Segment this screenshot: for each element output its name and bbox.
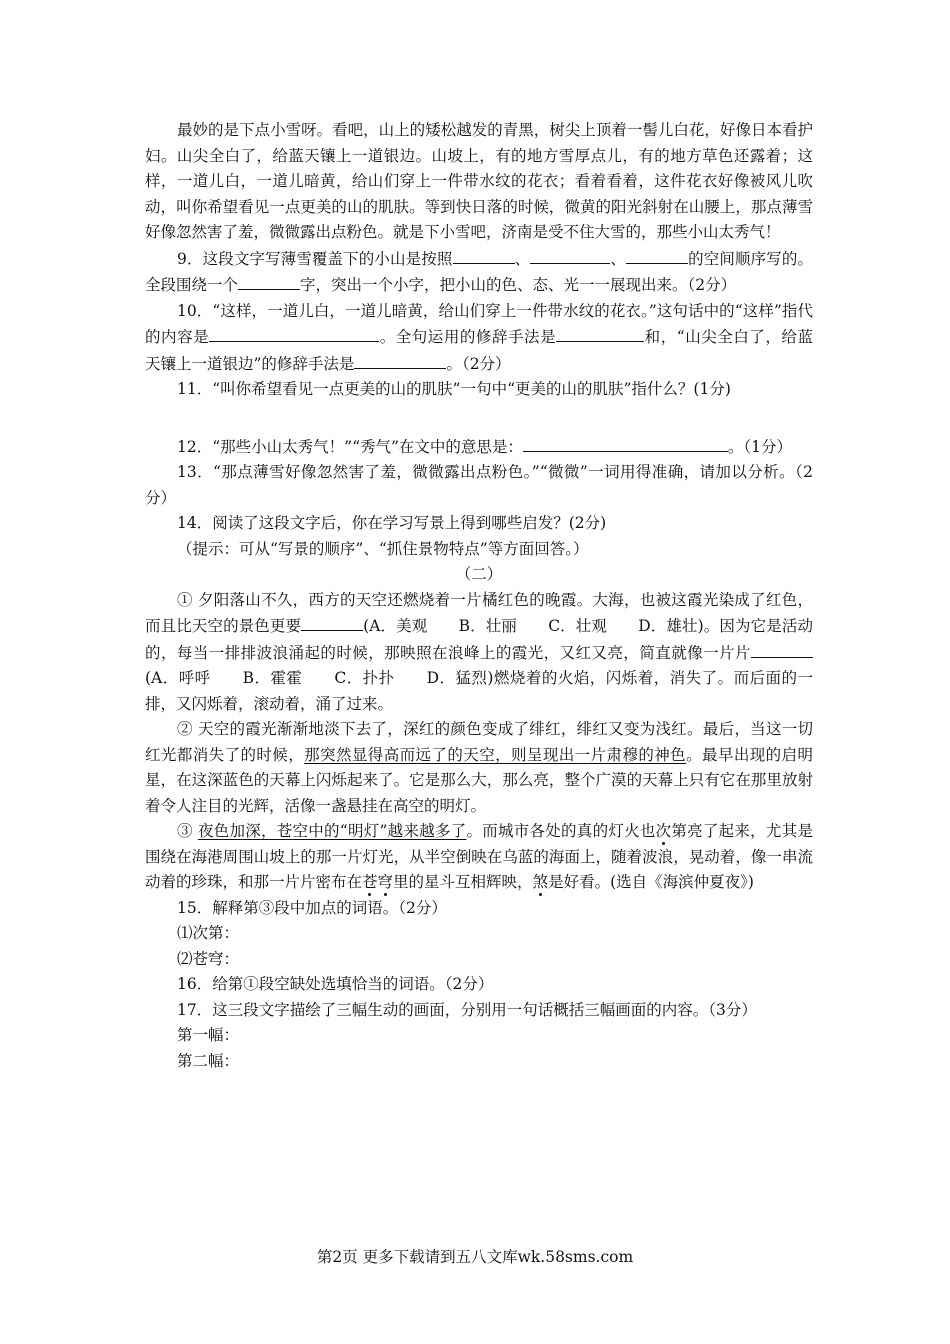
- answer-blank[interactable]: [556, 324, 644, 342]
- question-10: [145, 299, 813, 378]
- dotted-word: 次: [655, 822, 672, 840]
- p3-text: 是好看。(选自《海滨仲夏夜》): [548, 873, 754, 891]
- q9-text: 字，突出一个小字，把小山的色、态、光一一展现出来。（2分）: [300, 276, 737, 294]
- dotted-word: 煞: [532, 873, 549, 891]
- answer-blank[interactable]: [354, 351, 446, 369]
- q9-text: 9．这段文字写薄雪覆盖下的小山是按照: [177, 249, 453, 268]
- reading-paragraph-2: [145, 717, 813, 819]
- question-17-item-2: 第二幅：: [177, 1051, 240, 1070]
- section-title: （二）: [455, 565, 503, 583]
- p3-text: 。而城市各处的真的灯火也: [466, 822, 656, 840]
- answer-blank[interactable]: [626, 246, 688, 264]
- question-15-item-2: ⑵苍穹：: [177, 949, 240, 968]
- p3-text: 第亮了起来，尤其是围绕在海港周围山坡上的那一片灯光，从半空倒映在乌蓝的海面上，随着波浪，晃动着，像一串流动着的珍珠，和那一片片密布在: [145, 822, 813, 891]
- p3-text: 里的星斗互相辉映，: [393, 873, 533, 891]
- q10-text: 。（2分）: [446, 354, 511, 373]
- q9-separator: 、: [514, 249, 531, 268]
- answer-blank[interactable]: [238, 272, 300, 290]
- q12-text: 。（1分）: [727, 437, 793, 456]
- q10-text: 10．“这样，一道儿白，一道儿暗黄，给山们穿上一件带水纹的花衣。”这句话中的“这样”指代的内容是: [145, 301, 813, 346]
- q9-text: 的空间顺序写的。全段围绕一个: [145, 249, 813, 294]
- question-14: 14．阅读了这段文字后，你在学习写景上得到哪些启发？(2分): [177, 514, 607, 532]
- answer-space[interactable]: [145, 403, 813, 434]
- p2-text: 。最早出现的启明星，在这深蓝色的天幕上闪烁起来了。它是那么大，那么亮，整个广漠的天幕上只有它在那里放射着令人注目的光辉，活像一盏悬挂在高空的明灯。: [145, 745, 813, 815]
- dotted-word: 穹: [377, 873, 394, 891]
- p2-text: ② 天空的霞光渐渐地淡下去了，深红的颜色变成了绯红，绯红又变为浅红。最后，当这一切红光都消失了的时候，: [145, 720, 813, 764]
- question-17-item-1: 第一幅：: [177, 1026, 240, 1044]
- p3-text: ③: [177, 822, 198, 840]
- underlined-sentence: 夜色加深，苍空中的“明灯”越来越多了: [197, 822, 467, 840]
- answer-blank[interactable]: [751, 640, 813, 658]
- question-11: 11．“叫你希望看见一点更美的山的肌肤”一句中“更美的山的肌肤”指什么？(1分): [177, 380, 731, 398]
- question-12: [145, 434, 813, 461]
- reading-paragraph-1: [145, 588, 813, 718]
- question-17: 17．这三段文字描绘了三幅生动的画面，分别用一句话概括三幅画面的内容。（3分）: [177, 1000, 757, 1019]
- answer-blank[interactable]: [301, 613, 363, 631]
- question-9: [145, 246, 813, 299]
- passage-paragraph: 最妙的是下点小雪呀。看吧，山上的矮松越发的青黑，树尖上顶着一髻儿白花，好像日本看护妇。山尖全白了，给蓝天镶上一道银边。山坡上，有的地方雪厚点儿，有的地方草色还露着；这样，一道儿白，一道儿暗黄，给山们穿上一件带水纹的花衣；看着看着，这件花衣好像被风儿吹动，叫你希望看见一点更美的山的肌肤。等到快日落的时候，微黄的阳光斜射在山腰上，那点薄雪好像忽然害了羞，微微露出点粉色。就是下小雪吧，济南是受不住大雪的，那些小山太秀气！: [145, 121, 813, 241]
- q10-text: 和，“山尖全白了，给蓝天镶上一道银边”的修辞手法是: [145, 328, 813, 373]
- question-15: 15．解释第③段中加点的词语。（2分）: [177, 898, 447, 917]
- question-13: 13．“那点薄雪好像忽然害了羞，微微露出点粉色。”“微微”一词用得准确，请加以分析。（2分）: [145, 463, 813, 507]
- reading-paragraph-3: [145, 819, 813, 896]
- q12-text: 12．“那些小山太秀气！”“秀气”在文中的意思是：: [177, 437, 523, 456]
- underlined-sentence: 那突然显得高而远了的天空，则呈现出一片肃穆的神色: [304, 745, 687, 764]
- question-15-item-1: ⑴次第：: [177, 924, 240, 942]
- q9-separator: 、: [610, 249, 627, 268]
- question-14-hint: （提示：可从“写景的顺序”、“抓住景物特点”等方面回答。）: [177, 539, 589, 558]
- p1-text: (A．呼呼 B．霍霍 C．扑扑 D．猛烈)燃烧着的火焰，闪烁着，消失了。而后面的一排，又闪烁着，滚动着，涌了过来。: [145, 669, 813, 713]
- answer-blank[interactable]: [523, 434, 728, 452]
- answer-blank[interactable]: [209, 324, 379, 342]
- q10-text: 。全句运用的修辞手法是: [379, 328, 557, 346]
- answer-blank[interactable]: [530, 246, 610, 264]
- p1-text: (A．美观 B．壮丽 C．壮观 D．雄壮)。因为它是活动的，每当一排排波浪涌起的时候，那映照在浪峰上的霞光，又红又亮，简直就像一片片: [145, 617, 813, 662]
- p1-text: ① 夕阳落山不久，西方的天空还燃烧着一片橘红色的晚霞。大海，也被这霞光染成了红色，而且比天空的景色更要: [145, 590, 813, 635]
- answer-blank[interactable]: [453, 246, 515, 264]
- question-16: 16．给第①段空缺处选填恰当的词语。（2分）: [177, 975, 494, 993]
- dotted-word: 苍: [362, 873, 378, 891]
- page-footer: 第2页 更多下载请到五八文库wk.58sms.com: [316, 1248, 634, 1266]
- page-content: [145, 118, 813, 1074]
